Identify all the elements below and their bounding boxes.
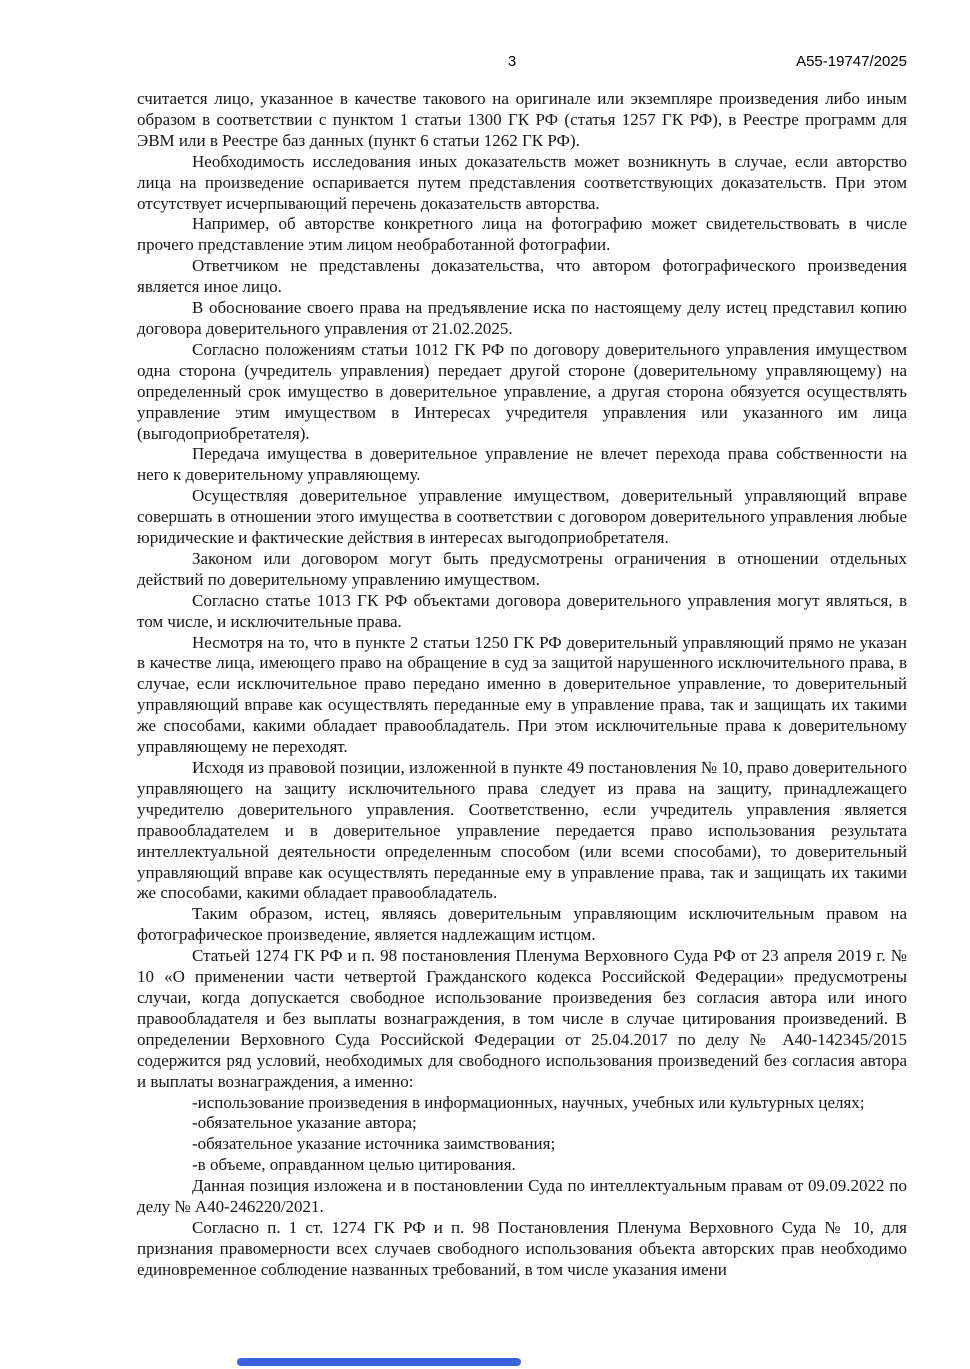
paragraph: Необходимость исследования иных доказательств может возникнуть в случае, если авторство лица на произведение оспаривается путем представления соответствующих доказательств. При этом отсутствует исчерпывающий перечень доказательств авторства. — [137, 151, 907, 213]
list-item-condition: -использование произведения в информационных, научных, учебных или культурных целях; — [192, 1092, 865, 1112]
paragraph: Осуществляя доверительное управление имуществом, доверительный управляющий вправе совершать в отношении этого имущества в соответствии с договором доверительного управления любые юридические и фактические действия в интересах выгодоприобретателя. — [137, 486, 907, 548]
document-body — [137, 89, 907, 1281]
paragraph: Таким образом, истец, являясь доверительным управляющим исключительным правом на фотографическое произведение, является надлежащим истцом. — [137, 904, 907, 945]
paragraph: Согласно п. 1 ст. 1274 ГК РФ и п. 98 Постановления Пленума Верховного Суда № 10, для признания правомерности всех случаев свободного использования объекта авторских прав необходимо единовременное соблюдение названных требований, в том числе указания имени — [137, 1217, 907, 1279]
page-number: 3 — [507, 53, 517, 70]
paragraph: Данная позиция изложена и в постановлении Суда по интеллектуальным правам от 09.09.2022 по делу № А40-246220/2021. — [137, 1176, 907, 1217]
case-number: А55-19747/2025 — [796, 53, 907, 70]
paragraph: Несмотря на то, что в пункте 2 статьи 1250 ГК РФ доверительный управляющий прямо не указан в качестве лица, имеющего право на обращение в суд за защитой нарушенного исключительного права, в случае, если исключительное право передано именно в доверительное управление, то доверительный управляющий вправе как осуществлять переданные ему в управление права, так и защищать их такими же способами, какими обладает правообладатель. При этом исключительные права к доверительному управляющему не переходят. — [137, 632, 907, 757]
list-item-condition: -обязательное указание источника заимствования; — [192, 1134, 556, 1154]
list-item-condition: -в объеме, оправданном целью цитирования. — [192, 1155, 516, 1175]
paragraph: Законом или договором могут быть предусмотрены ограничения в отношении отдельных действий по доверительному управлению имуществом. — [137, 548, 907, 589]
paragraph: Ответчиком не представлены доказательства, что автором фотографического произведения является иное лицо. — [137, 256, 907, 297]
horizontal-scrollbar-thumb[interactable] — [237, 1358, 521, 1366]
paragraph: Передача имущества в доверительное управление не влечет перехода права собственности на него к доверительному управляющему. — [137, 444, 907, 485]
paragraph: Согласно положениям статьи 1012 ГК РФ по договору доверительного управления имуществом одна сторона (учредитель управления) передает другой стороне (доверительному управляющему) на определенный срок имущество в доверительное управление, а другая сторона обязуется осуществлять управление этим имуществом в Интересах учредителя управления или указанного им лица (выгодоприобретателя). — [137, 339, 907, 443]
page-header — [137, 53, 907, 73]
paragraph: Исходя из правовой позиции, изложенной в пункте 49 постановления № 10, право доверительного управляющего на защиту исключительного права следует из права на защиту, принадлежащего учредителю доверительного управления. Соответственно, если учредитель управления является правообладателем и в доверительное управление передается право использования результата интеллектуальной деятельности определенным способом (или всеми способами), то доверительный управляющий вправе как осуществлять переданные ему в управление права, так и защищать их такими же способами, какими обладает правообладатель. — [137, 758, 907, 903]
paragraph: Статьей 1274 ГК РФ и п. 98 постановления Пленума Верховного Суда РФ от 23 апреля 2019 г. № 10 «О применении части четвертой Гражданского кодекса Российской Федерации» предусмотрены случаи, когда допускается свободное использование произведения без согласия автора или иного правообладателя и без выплаты вознаграждения, в том числе в случае цитирования произведений. В определении Верховного Суда Российской Федерации от 25.04.2017 по делу № А40-142345/2015 содержится ряд условий, необходимых для свободного использования произведений без согласия автора и выплаты вознаграждения, а именно: — [137, 946, 907, 1091]
list-item-condition: -обязательное указание автора; — [192, 1113, 417, 1133]
paragraph: В обоснование своего права на предъявление иска по настоящему делу истец представил копию договора доверительного управления от 21.02.2025. — [137, 298, 907, 338]
paragraph: Согласно статье 1013 ГК РФ объектами договора доверительного управления могут являться, в том числе, и исключительные права. — [137, 590, 907, 631]
paragraph-continuation: считается лицо, указанное в качестве такового на оригинале или экземпляре произведения либо иным образом в соответствии с пунктом 1 статьи 1300 ГК РФ (статья 1257 ГК РФ), в Реестре программ для ЭВМ или в Реестре баз данных (пункт 6 статьи 1262 ГК РФ). — [137, 89, 907, 150]
paragraph: Например, об авторстве конкретного лица на фотографию может свидетельствовать в числе прочего представление этим лицом необработанной фотографии. — [137, 214, 907, 255]
